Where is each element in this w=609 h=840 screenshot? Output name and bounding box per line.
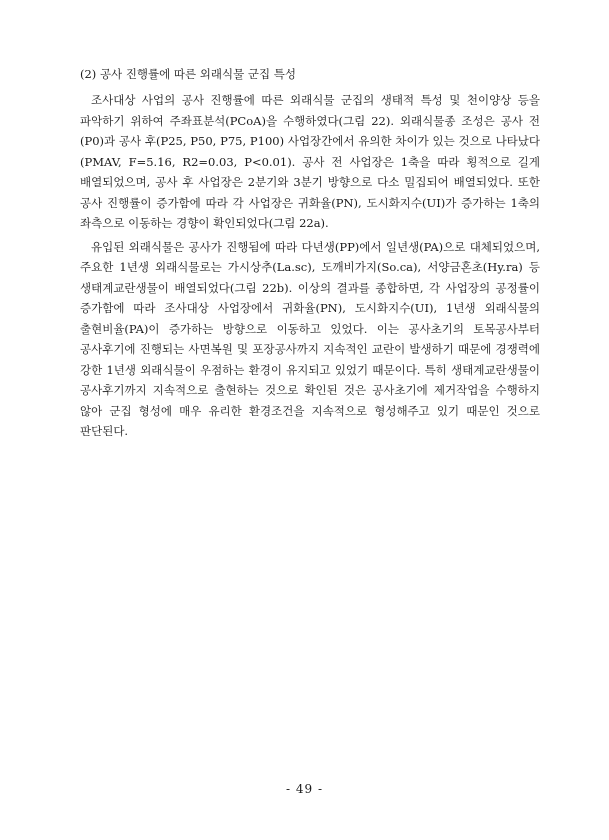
page-number: - 49 - bbox=[285, 782, 323, 796]
paragraph-invasive-species-summary: 유입된 외래식물은 공사가 진행됨에 따라 다년생(PP)에서 일년생(PA)으로 대체되었으며, 주요한 1년생 외래식물로는 가시상추(La.sc), 도깨비가지(So.ca), 서양금혼초(Hy.ra) 등 생태계교란생물이 배열되었다(그림 22b). 이상의 결과를 종합하면, 각 사업장의 공정률이 증가함에 따라 조사대상 사업장에서 귀화율(PN), 도시화지수(UI), 1년생 외래식물의 출현비율(PA)이 증가하는 방향으로 이동하고 있었다. 이는 공사초기의 토목공사부터 공사후기에 진행되는 사면복원 및 포장공사까지 지속적인 교란이 발생하기 때문에 경쟁력에 강한 1년생 외래식물이 우점하는 환경이 유지되고 있었기 때문이다. 특히 생태계교란생물이 공사후기까지 지속적으로 출현하는 것으로 확인된 것은 공사초기에 제거작업을 수행하지 않아 군집 형성에 매우 유리한 환경조건을 지속적으로 형성해주고 있기 때문인 것으로 판단된다. bbox=[80, 239, 540, 438]
paragraph-pcoa-analysis: 조사대상 사업의 공사 진행률에 따른 외래식물 군집의 생태적 특성 및 천이양상 등을 파악하기 위하여 주좌표분석(PCoA)을 수행하였다(그림 22). 외래식물종 조성은 공사 전(P0)과 공사 후(P25, P50, P75, P100) 사업장간에서 유의한 차이가 있는 것으로 나타났다(PMAV, F=5.16, R2=0.03, P<0.01). 공사 전 사업장은 1축을 따라 횡적으로 길게 배열되었으며, 공사 후 사업장은 2분기와 3분기 방향으로 다소 밀집되어 배열되었다. 또한 공사 진행률이 증가함에 따라 각 사업장은 귀화율(PN), 도시화지수(UI)가 증가하는 1축의 좌측으로 이동하는 경향이 확인되었다(그림 22a). bbox=[80, 93, 540, 230]
section-heading: (2) 공사 진행률에 따른 외래식물 군집 특성 bbox=[80, 67, 296, 81]
body-text bbox=[80, 90, 540, 442]
